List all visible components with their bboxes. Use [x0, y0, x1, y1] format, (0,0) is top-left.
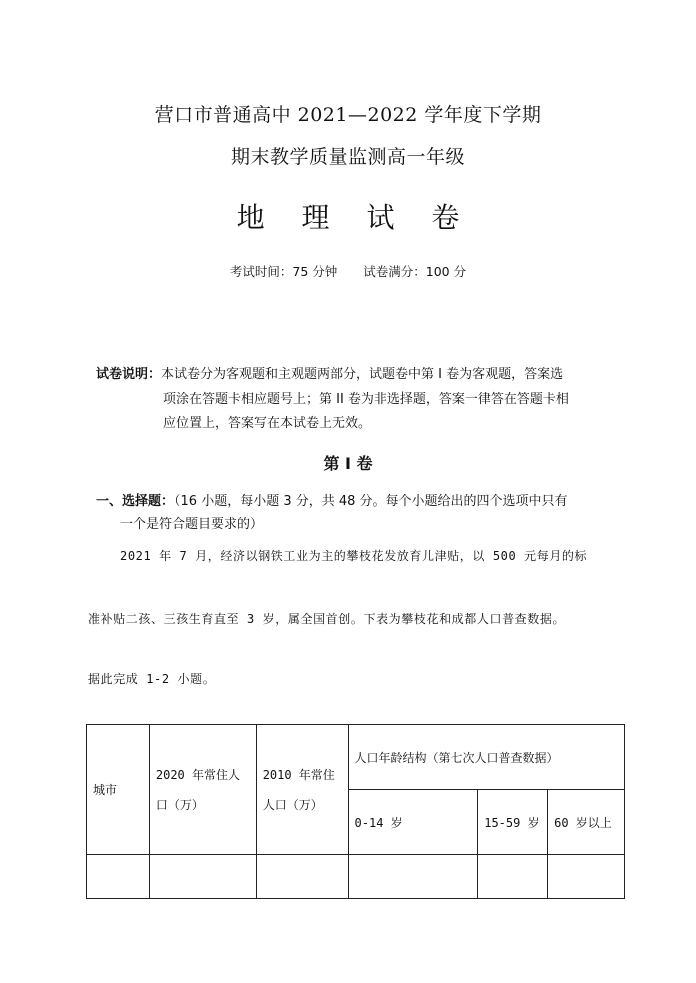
table-cell	[149, 855, 256, 899]
passage-line-2: 准补贴二孩、三孩生育直至 3 岁，属全国首创。下表为攀枝花和成都人口普查数据。	[88, 612, 566, 626]
passage-line-1: 2021 年 7 月，经济以钢铁工业为主的攀枝花发放育儿津贴，以 500 元每月的标	[120, 549, 588, 563]
exam-meta	[0, 262, 696, 280]
header-city: 城市	[87, 725, 150, 855]
header-age-15-59: 15-59 岁	[478, 790, 548, 855]
passage-line-3: 据此完成 1-2 小题。	[88, 672, 216, 686]
header-2010-population: 2010 年常住人口（万）	[256, 725, 348, 855]
population-table	[86, 724, 625, 899]
table-cell	[87, 855, 150, 899]
full-score: 试卷满分：100 分	[363, 264, 467, 279]
table-header-row	[87, 725, 625, 790]
table-cell	[548, 855, 625, 899]
title-line-2: 期末教学质量监测高一年级	[230, 146, 465, 168]
section-1-desc-1: （16 小题，每小题 3 分，共 48 分。每个小题给出的四个选项中只有	[174, 494, 568, 509]
header-2020-population: 2020 年常住人口（万）	[149, 725, 256, 855]
header-age-structure: 人口年龄结构（第七次人口普查数据）	[348, 725, 624, 790]
table-cell	[348, 855, 478, 899]
instructions-line-1	[96, 363, 563, 382]
instructions-line-2: 项涂在答题卡相应题号上；第 II 卷为非选择题，答案一律答在答题卡相	[163, 392, 569, 407]
table-cell	[256, 855, 348, 899]
header-age-0-14: 0-14 岁	[348, 790, 478, 855]
instructions-label: 试卷说明：	[96, 367, 162, 382]
subject-title: 地 理 试 卷	[236, 201, 474, 234]
section-1-label: 一、选择题：	[96, 494, 175, 509]
title-line-1: 营口市普通高中 2021—2022 学年度下学期	[154, 104, 542, 126]
table-cell	[478, 855, 548, 899]
table-row	[87, 855, 625, 899]
exam-time: 考试时间：75 分钟	[229, 264, 338, 279]
section-1-line-1	[96, 490, 568, 509]
instructions-line-3: 应位置上，答案写在本试卷上无效。	[163, 416, 372, 431]
part-1-title: 第 I 卷	[323, 454, 373, 473]
instructions-text-1: 本试卷分为客观题和主观题两部分，试题卷中第 I 卷为客观题，答案选	[161, 367, 564, 382]
header-age-60-plus: 60 岁以上	[548, 790, 625, 855]
section-1-desc-2: 一个是符合题目要求的）	[120, 517, 264, 532]
